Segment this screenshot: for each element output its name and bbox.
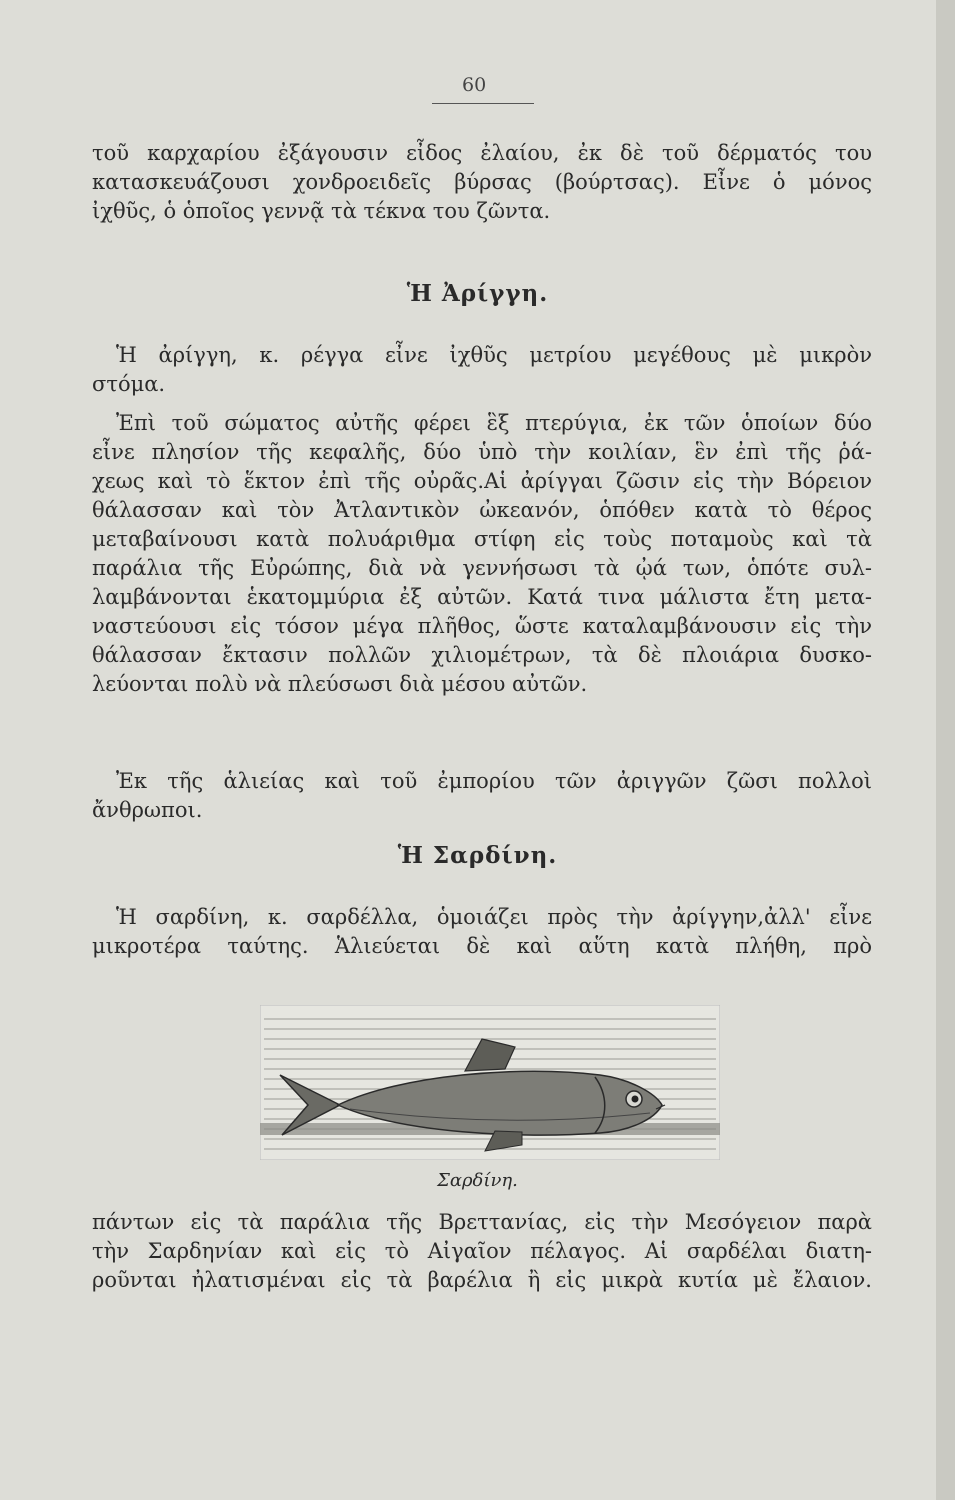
text-line: χεως καὶ τὸ ἕκτον ἐπὶ τῆς οὐρᾶς.Αἱ ἀρίγγαι ζῶσιν εἰς τὴν Βόρειον bbox=[92, 469, 872, 493]
text-line: Ἡ σαρδίνη, κ. σαρδέλλα, ὁμοιάζει πρὸς τὴν ἀρίγγην,ἀλλ' εἶνε bbox=[116, 905, 872, 929]
paragraph-herring-trade bbox=[92, 767, 872, 825]
heading-sardine: Ἡ Σαρδίνη. bbox=[397, 842, 558, 869]
paragraph-sardine-intro bbox=[92, 903, 872, 961]
text-line: τοῦ καρχαρίου ἐξάγουσιν εἶδος ἐλαίου, ἐκ δὲ τοῦ δέρματός του bbox=[92, 141, 872, 165]
text-line: κατασκευάζουσι χονδροειδεῖς βύρσας (βούρτσας). Εἶνε ὁ μόνος bbox=[92, 170, 872, 194]
text-line: εἶνε πλησίον τῆς κεφαλῆς, δύο ὑπὸ τὴν κοιλίαν, ἓν ἐπὶ τῆς ῥά- bbox=[92, 440, 872, 464]
text-line: παράλια τῆς Εὐρώπης, διὰ νὰ γεννήσωσι τὰ ᾠά των, ὁπότε συλ- bbox=[92, 556, 872, 580]
text-line: τὴν Σαρδηνίαν καὶ εἰς τὸ Αἰγαῖον πέλαγος. Αἱ σαρδέλαι διατη- bbox=[92, 1239, 872, 1263]
text-line: θάλασσαν ἔκτασιν πολλῶν χιλιομέτρων, τὰ δὲ πλοιάρια δυσκο- bbox=[92, 643, 872, 667]
text-line: λαμβάνονται ἑκατομμύρια ἐξ αὐτῶν. Κατά τινα μάλιστα ἔτη μετα- bbox=[92, 585, 872, 609]
paragraph-shark-end bbox=[92, 139, 872, 226]
sardine-illustration bbox=[260, 1005, 720, 1160]
text-line: ἰχθῦς, ὁ ὁποῖος γεννᾷ τὰ τέκνα του ζῶντα. bbox=[92, 199, 551, 223]
figure-caption: Σαρδίνη. bbox=[437, 1170, 518, 1191]
text-line: μεταβαίνουσι κατὰ πολυάριθμα στίφη εἰς τοὺς ποταμοὺς καὶ τὰ bbox=[92, 527, 872, 551]
text-line: στόμα. bbox=[92, 372, 166, 396]
page-number-rule bbox=[432, 103, 534, 104]
heading-herring: Ἡ Ἀρίγγη. bbox=[406, 280, 549, 307]
text-line: Ἐπὶ τοῦ σώματος αὐτῆς φέρει ἓξ πτερύγια, ἐκ τῶν ὁποίων δύο bbox=[116, 411, 872, 435]
paragraph-herring-body bbox=[92, 409, 872, 699]
page-edge bbox=[936, 0, 955, 1500]
paragraph-sardine-regions bbox=[92, 1208, 872, 1295]
text-line: πάντων εἰς τὰ παράλια τῆς Βρεττανίας, εἰς τὴν Μεσόγειον παρὰ bbox=[92, 1210, 872, 1234]
text-line: ροῦνται ἠλατισμέναι εἰς τὰ βαρέλια ἢ εἰς μικρὰ κυτία μὲ ἔλαιον. bbox=[92, 1268, 872, 1292]
text-line: θάλασσαν καὶ τὸν Ἀτλαντικὸν ὠκεανόν, ὁπόθεν κατὰ τὸ θέρος bbox=[92, 498, 872, 522]
text-line: Ἐκ τῆς ἁλιείας καὶ τοῦ ἐμπορίου τῶν ἀριγγῶν ζῶσι πολλοὶ bbox=[116, 769, 872, 793]
text-line: μικροτέρα ταύτης. Ἁλιεύεται δὲ καὶ αὕτη κατὰ πλήθη, πρὸ bbox=[92, 934, 872, 958]
text-line: Ἡ ἀρίγγη, κ. ρέγγα εἶνε ἰχθῦς μετρίου μεγέθους μὲ μικρὸν bbox=[116, 343, 872, 367]
text-line: ἄνθρωποι. bbox=[92, 798, 203, 822]
text-line: λεύονται πολὺ νὰ πλεύσωσι διὰ μέσου αὐτῶν. bbox=[92, 672, 588, 696]
text-line: ναστεύουσι εἰς τόσον μέγα πλῆθος, ὥστε καταλαμβάνουσιν εἰς τὴν bbox=[92, 614, 872, 638]
paragraph-herring-intro bbox=[92, 341, 872, 399]
page-number: 60 bbox=[462, 74, 487, 96]
